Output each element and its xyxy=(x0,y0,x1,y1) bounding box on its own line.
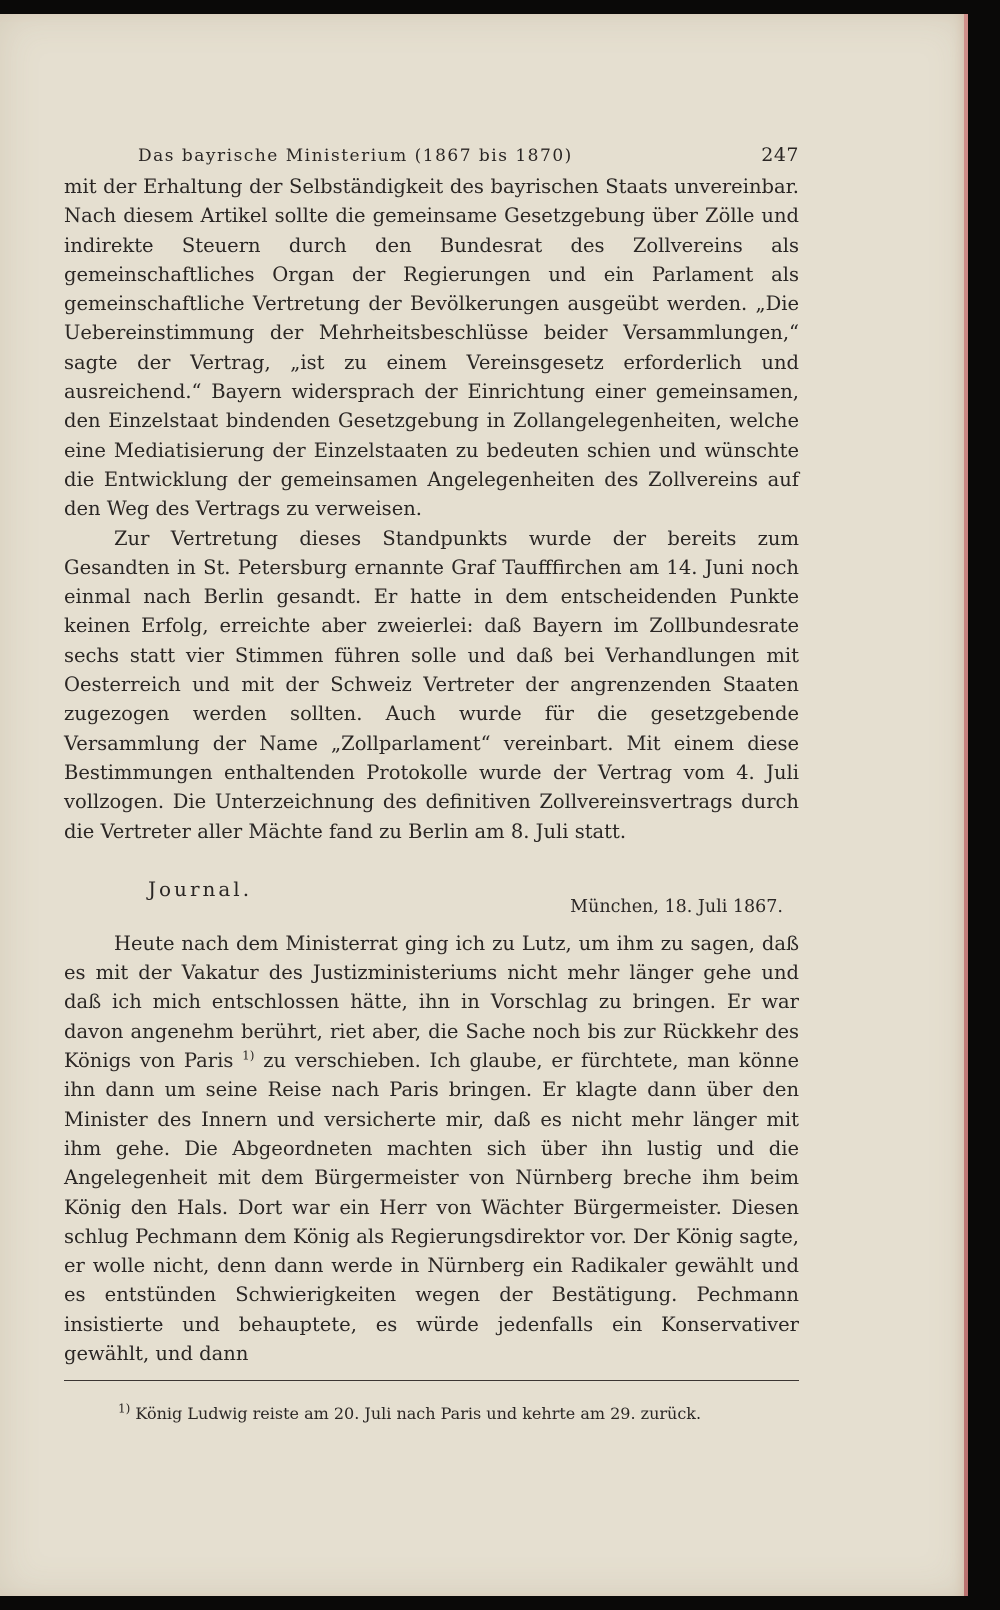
page-number: 247 xyxy=(761,144,799,166)
journal-entry xyxy=(64,929,799,1368)
paragraph-1: mit der Erhaltung der Selbständigkeit des bayrischen Staats unvereinbar. Nach diesem Artikel sollte die gemeinsame Gesetzgebung über Zölle und indirekte Steuern durch den Bundesrat des Zollvereins als gemeinschaftliches Organ der Regierungen und ein Parlament als gemeinschaftliche Vertretung der Bevölkerungen ausgeübt werden. „Die Uebereinstimmung der Mehrheitsbeschlüsse beider Versammlungen,“ sagte der Vertrag, „ist zu einem Vereinsgesetz erforderlich und ausreichend.“ Bayern widersprach der Einrichtung einer gemeinsamen, den Einzelstaat bindenden Gesetzgebung in Zollangelegenheiten, welche eine Mediatisierung der Einzelstaaten zu bedeuten schien und wünschte die Entwicklung der gemeinsamen Angelegenheiten des Zollvereins auf den Weg des Vertrags zu verweisen. xyxy=(64,175,799,521)
footnote-text: König Ludwig reiste am 20. Juli nach Paris und kehrte am 29. zurück. xyxy=(135,1404,702,1424)
journal-heading: Journal. xyxy=(148,876,253,901)
footnote-ref: 1) xyxy=(242,1048,255,1063)
page-edge xyxy=(964,14,968,1596)
running-title: Das bayrische Ministerium (1867 bis 1870) xyxy=(138,146,573,166)
paragraph-2: Zur Vertretung dieses Standpunkts wurde der bereits zum Gesandten in St. Petersburg ernannte Graf Taufffirchen am 14. Juni noch einmal nach Berlin gesandt. Er hatte in dem entscheidenden Punkte keinen Erfolg, erreichte aber zweierlei: daß Bayern im Zollbundesrate sechs statt vier Stimmen führen solle und daß bei Verhandlungen mit Oesterreich und mit der Schweiz Vertreter der angrenzenden Staaten zugezogen werden sollten. Auch wurde für die gesetzgebende Versammlung der Name „Zollparlament“ vereinbart. Mit einem diese Bestimmungen enthaltenden Protokolle wurde der Vertrag vom 4. Juli vollzogen. Die Unterzeichnung des definitiven Zollvereinsvertrags durch die Vertreter aller Mächte fand zu Berlin am 8. Juli statt. xyxy=(64,526,799,843)
journal-text-part1: Heute nach dem Ministerrat ging ich zu Lutz, um ihm zu sagen, daß es mit der Vakatur des Justizministeriums nicht mehr länger gehe und daß ich mich entschlossen hätte, ihn in Vorschlag zu bringen. Er war davon angenehm berührt, riet aber, die Sache noch bis zur Rückkehr des Königs von Paris xyxy=(64,931,799,1073)
footnote-divider xyxy=(64,1380,799,1381)
running-head xyxy=(64,132,799,172)
footnote xyxy=(64,1403,799,1425)
journal-text-part2: zu verschieben. Ich glaube, er fürchtete, man könne ihn dann um seine Reise nach Paris bringen. Er klagte dann über den Minister des Innern und versicherte mir, daß es nicht mehr länger mit ihm gehe. Die Abgeordneten machten sich über ihn lustig und die Angelegenheit mit dem Bürgermeister von Nürnberg breche ihm beim König den Hals. Dort war ein Herr von Wächter Bürgermeister. Diesen schlug Pechmann dem König als Regierungsdirektor vor. Der König sagte, er wolle nicht, denn dann werde in Nürnberg ein Radikaler gewählt und es entstünden Schwierigkeiten wegen der Bestätigung. Pechmann insistierte und behauptete, es würde jedenfalls ein Konservativer gewählt, und dann xyxy=(64,1049,800,1365)
journal-dateline: München, 18. Juli 1867. xyxy=(570,896,783,917)
page-content xyxy=(64,132,799,1425)
footnote-marker: 1) xyxy=(118,1401,131,1416)
book-page xyxy=(0,14,968,1596)
